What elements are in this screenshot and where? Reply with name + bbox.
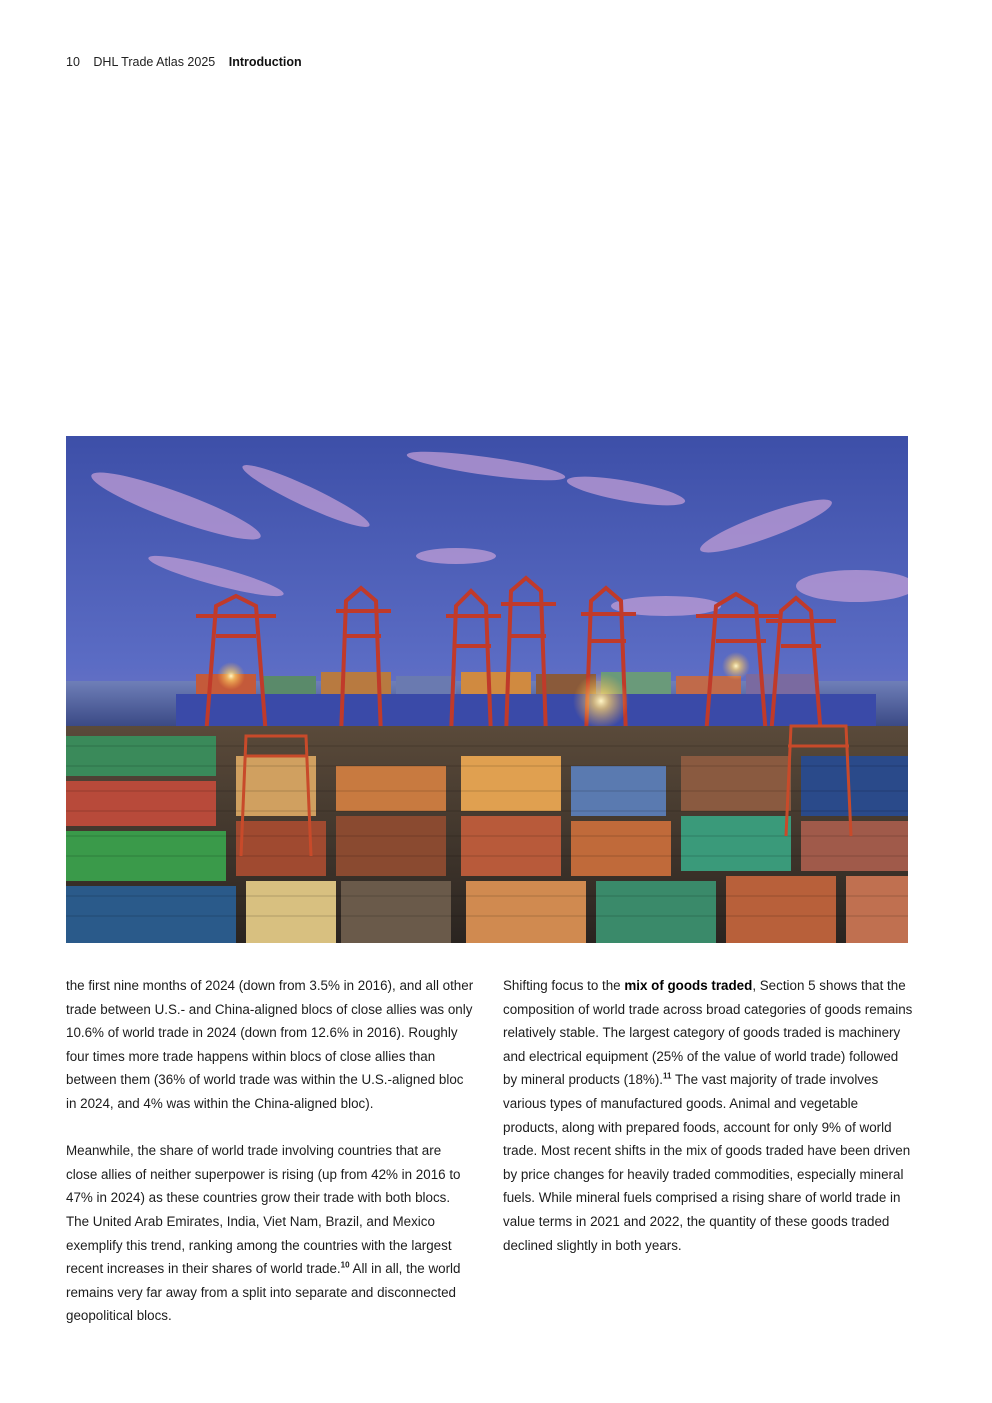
running-header [66, 55, 312, 69]
publication-title: DHL Trade Atlas 2025 [93, 55, 216, 69]
footnote-ref-11: 11 [663, 1071, 672, 1081]
paragraph [503, 974, 913, 1257]
paragraph: the first nine months of 2024 (down from 3.5% in 2016), and all other trade between U.S.- and China-aligned blocs of close allies was only 10.6% of world trade in 2024 (down from 12.6% in 2016). Roughly four times more trade happens within blocs of close allies than between them (36% of world trade was within the U.S.-aligned bloc in 2024, and 4% was within the China-aligned bloc). [66, 978, 474, 1111]
body-column-left [66, 974, 476, 1352]
page-number: 10 [66, 55, 80, 69]
paragraph-text: Meanwhile, the share of world trade involving countries that are close allies of neither superpower is rising (up from 42% in 2016 to 47% in 2024) as these countries grow their trade with both blocs. The United Arab Emirates, India, Viet Nam, Brazil, and Mexico exemplify this trend, ranking among the countries with the largest recent increases in their shares of world trade. [66, 1143, 461, 1277]
body-column-right [503, 974, 913, 1281]
paragraph-text: All in all, the world remains very far away from a split into separate and disconnected geopolitical blocs. [66, 1261, 461, 1324]
emphasis-mix-of-goods: mix of goods traded [624, 978, 753, 993]
section-title: Introduction [228, 55, 302, 69]
paragraph [66, 1139, 476, 1328]
container-port-photo [66, 436, 908, 943]
footnote-ref-10: 10 [340, 1260, 350, 1270]
paragraph-text: The vast majority of trade involves various types of manufactured goods. Animal and vegetable products, along with prepared foods, account for only 9% of world trade. Most recent shifts in the mix of goods traded have been driven by price changes for heavily traded commodities, especially mineral fuels. While mineral fuels comprised a rising share of world trade in value terms in 2021 and 2022, the quantity of these goods traded declined slightly in both years. [503, 1072, 911, 1253]
paragraph-text: , Section 5 shows that the composition of world trade across broad categories of goods remains relatively stable. The largest category of goods traded is machinery and electrical equipment (25% of the value of world trade) followed by mineral products (18%). [503, 978, 913, 1088]
paragraph-text: Shifting focus to the [503, 978, 625, 993]
